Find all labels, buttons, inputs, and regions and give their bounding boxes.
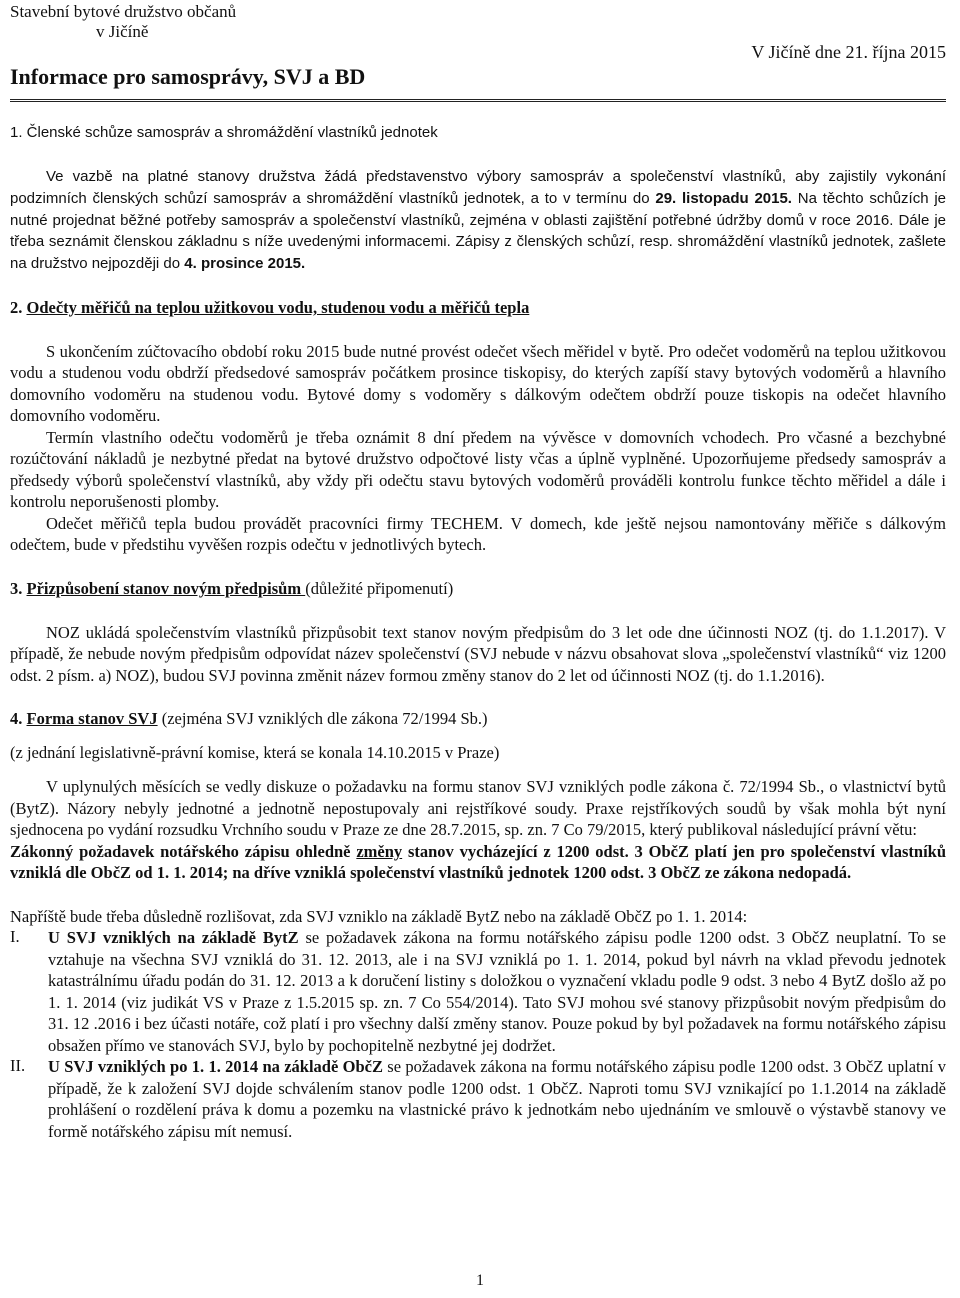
section-1-deadline-2: 4. prosince 2015. (184, 255, 306, 273)
section-4-heading (10, 708, 946, 730)
section-4-title: Forma stanov SVJ (26, 709, 158, 729)
section-4-paragraph-2: Napříště bude třeba důsledně rozlišovat, zda SVJ vzniklo na základě BytZ nebo na základě ObčZ po 1. 1. 2014: (10, 906, 748, 926)
header-divider (10, 99, 946, 102)
list-item-2-body: se požadavek zákona na formu notářského zápisu podle 1200 odst. 3 ObčZ uplatní v případě, že k založení SVJ dojde schválením stanov podle 1200 odst. 1 ObčZ. Naproti tomu SVJ vznikající po 1.1.2014 na základě prohlášení o rozdělení práva k domu a pozemku na vlastnické právo k jednotkám nebo ujednáním ve smlouvě o výstavbě stanovy ve formě notářského zápisu mít nemusí. (48, 1057, 947, 1141)
section-3-title: Přizpůsobení stanov novým předpisům (26, 578, 306, 598)
section-1-deadline-1: 29. listopadu 2015. (655, 189, 792, 207)
section-3-number: 3. (10, 578, 27, 598)
section-3-paragraph: NOZ ukládá společenstvím vlastníků přizpůsobit text stanov novým předpisům do 3 let ode dne účinnosti NOZ (tj. do 1.1.2017). V případě, že nebude novým předpisům odpovídat název společenství (SVJ nebude v názvu obsahovat slova „společenství vlastníků“ viz 1200 odst. 2 písm. a) NOZ), budou SVJ povinna změnit název formou změny stanov do 2 let od účinnosti NOZ (tj. do 1.1.2016). (10, 622, 946, 685)
organization-name: Stavební bytové družstvo občanů (10, 2, 237, 21)
document-date: V Jičíně dne 21. října 2015 (751, 42, 946, 62)
legal-sentence-part-a: Zákonný požadavek notářského zápisu ohledně (10, 841, 357, 861)
page-number: 1 (476, 1272, 484, 1289)
legal-sentence-underlined: změny (356, 841, 403, 861)
list-item-1-number: I. (10, 927, 20, 947)
list-item-1 (10, 927, 946, 1056)
list-item-1-text (48, 927, 946, 1056)
list-item-2 (10, 1056, 946, 1142)
list-item-2-text (48, 1056, 946, 1142)
section-4-legal-sentence (10, 841, 946, 884)
section-1-heading: 1. Členské schůze samospráv a shromáždění vlastníků jednotek (10, 124, 438, 141)
section-1-text-a: Ve vazbě na platné stanovy družstva žádá představenstvo výbory samospráv a společenství vlastníků, aby zajistily vykonání podzimních členských schůzí samospráv a shromáždění vlastníků jednotek, a to v termínu do (10, 168, 946, 207)
section-1-paragraph (10, 166, 946, 275)
section-2-paragraph-2: Termín vlastního odečtu vodoměrů je třeba oznámit 8 dní předem na vývěsce v domovních vchodech. Pro včasné a bezchybné rozúčtování nákladů je nezbytné předat na bytové družstvo odpočtové listy včas a úplně vyplněné. Upozorňujeme předsedy samospráv a předsedy výborů společenství vlastníků, aby vždy při odečtu stavu bytových vodoměrů prováděli kontrolu funkce těchto měřidel a dále i kontrolu neporušenosti plomby. (10, 427, 946, 512)
section-2-paragraph-3: Odečet měřičů tepla budou provádět pracovníci firmy TECHEM. V domech, kde ještě nejsou namontovány měřiče s dálkovým odečtem, bude v předstihu vyvěšen rozpis odečtu v jednotlivých bytech. (10, 513, 946, 555)
document-title: Informace pro samosprávy, SVJ a BD (10, 64, 366, 89)
section-2-paragraph-1: S ukončením zúčtovacího období roku 2015 bude nutné provést odečet všech měřidel v bytě. Pro odečet vodoměrů na teplou užitkovou vodu a studenou vodu obdrží předsedové samospráv počátkem prosince tiskopisy, do kterých zapíší stavy bytových vodoměrů a hlavního domovního vodoměru na studenou vodu. Bytové domy s vodoměry s dálkovým odečtem obdrží pouze tiskopis na odečet hlavního domovního vodoměru. (10, 341, 946, 426)
section-4-paragraph-1: V uplynulých měsících se vedly diskuze o požadavku na formu stanov SVJ vzniklých podle zákona č. 72/1994 Sb., o vlastnictví bytů (BytZ). Názory nebyly jednotné a jednotně nepostupovaly ani rejstříkové soudy. Praxe rejstříkových soudů by však mohla být nyní sjednocena po vydání rozsudku Vrchního soudu v Praze ze dne 28.7.2015, sp. zn. 7 Co 79/2015, který publikoval následující právní větu: (10, 777, 946, 840)
section-2-number: 2. (10, 297, 27, 317)
section-2-title: Odečty měřičů na teplou užitkovou vodu, studenou vodu a měřičů tepla (26, 297, 530, 317)
section-4-number: 4. (10, 709, 27, 729)
list-item-2-number: II. (10, 1056, 26, 1076)
organization-city: v Jičíně (96, 22, 149, 41)
section-3-heading (10, 578, 946, 600)
section-3-note: (důležité připomenutí) (305, 578, 454, 598)
list-item-2-lead: U SVJ vzniklých po 1. 1. 2014 na základě ObčZ (48, 1057, 383, 1077)
legal-sentence-part-b: stanov vycházející z 1200 odst. 3 ObčZ platí jen pro společenství vlastníků vzniklá dle ObčZ od 1. 1. 2014; na dříve vzniklá společenství vlastníků jednotek 1200 odst. 3 ObčZ ze zákona nedopadá. (10, 841, 947, 883)
list-item-1-lead: U SVJ vzniklých na základě BytZ (48, 928, 299, 948)
section-2-heading (10, 297, 946, 319)
section-4-source: (z jednání legislativně-právní komise, která se konala 14.10.2015 v Praze) (10, 743, 500, 763)
section-1-text-b: Na těchto schůzích je nutné projednat běžné potřeby samospráv a společenství vlastníků, zejména v oblasti zajištění potřebné údržby domů v roce 2016. Dále je třeba seznámit členskou základnu s níže uvedenými informacemi. Zápisy z členských schůzí, resp. shromáždění vlastníků jednotek, zašlete na družstvo nejpozději do (10, 189, 946, 273)
section-4-note: (zejména SVJ vzniklých dle zákona 72/1994 Sb.) (157, 709, 488, 729)
document-body (10, 122, 946, 1142)
list-item-1-body: se požadavek zákona na formu notářského zápisu podle 1200 odst. 3 ObčZ neuplatní. To se vztahuje na všechna SVJ vzniklá do 31. 12. 2013, ale i na SVJ vzniklá po 1. 1. 2014, pokud byl návrh na vklad převodu jednotek katastrálnímu úřadu podán do 31. 12. 2013 a k doručení listiny s doložkou o vyznačení vkladu podle 9 odst. 3 nebo 4 BytZ došlo až po 1. 1. 2014 (viz judikát VS v Praze z 1.5.2015 sp. zn. 7 Co 554/2014). Tato SVJ mohou své stanovy přizpůsobit novým předpisům do 31. 12 .2016 i bez účasti notáře, což platí i pro všechny další změny stanov. Pouze pokud by byl požadavek na formu notářského zápisu obsažen přímo ve stanovách SVJ, bylo by pochopitelně nezbytné jej dodržet. (48, 928, 946, 1055)
